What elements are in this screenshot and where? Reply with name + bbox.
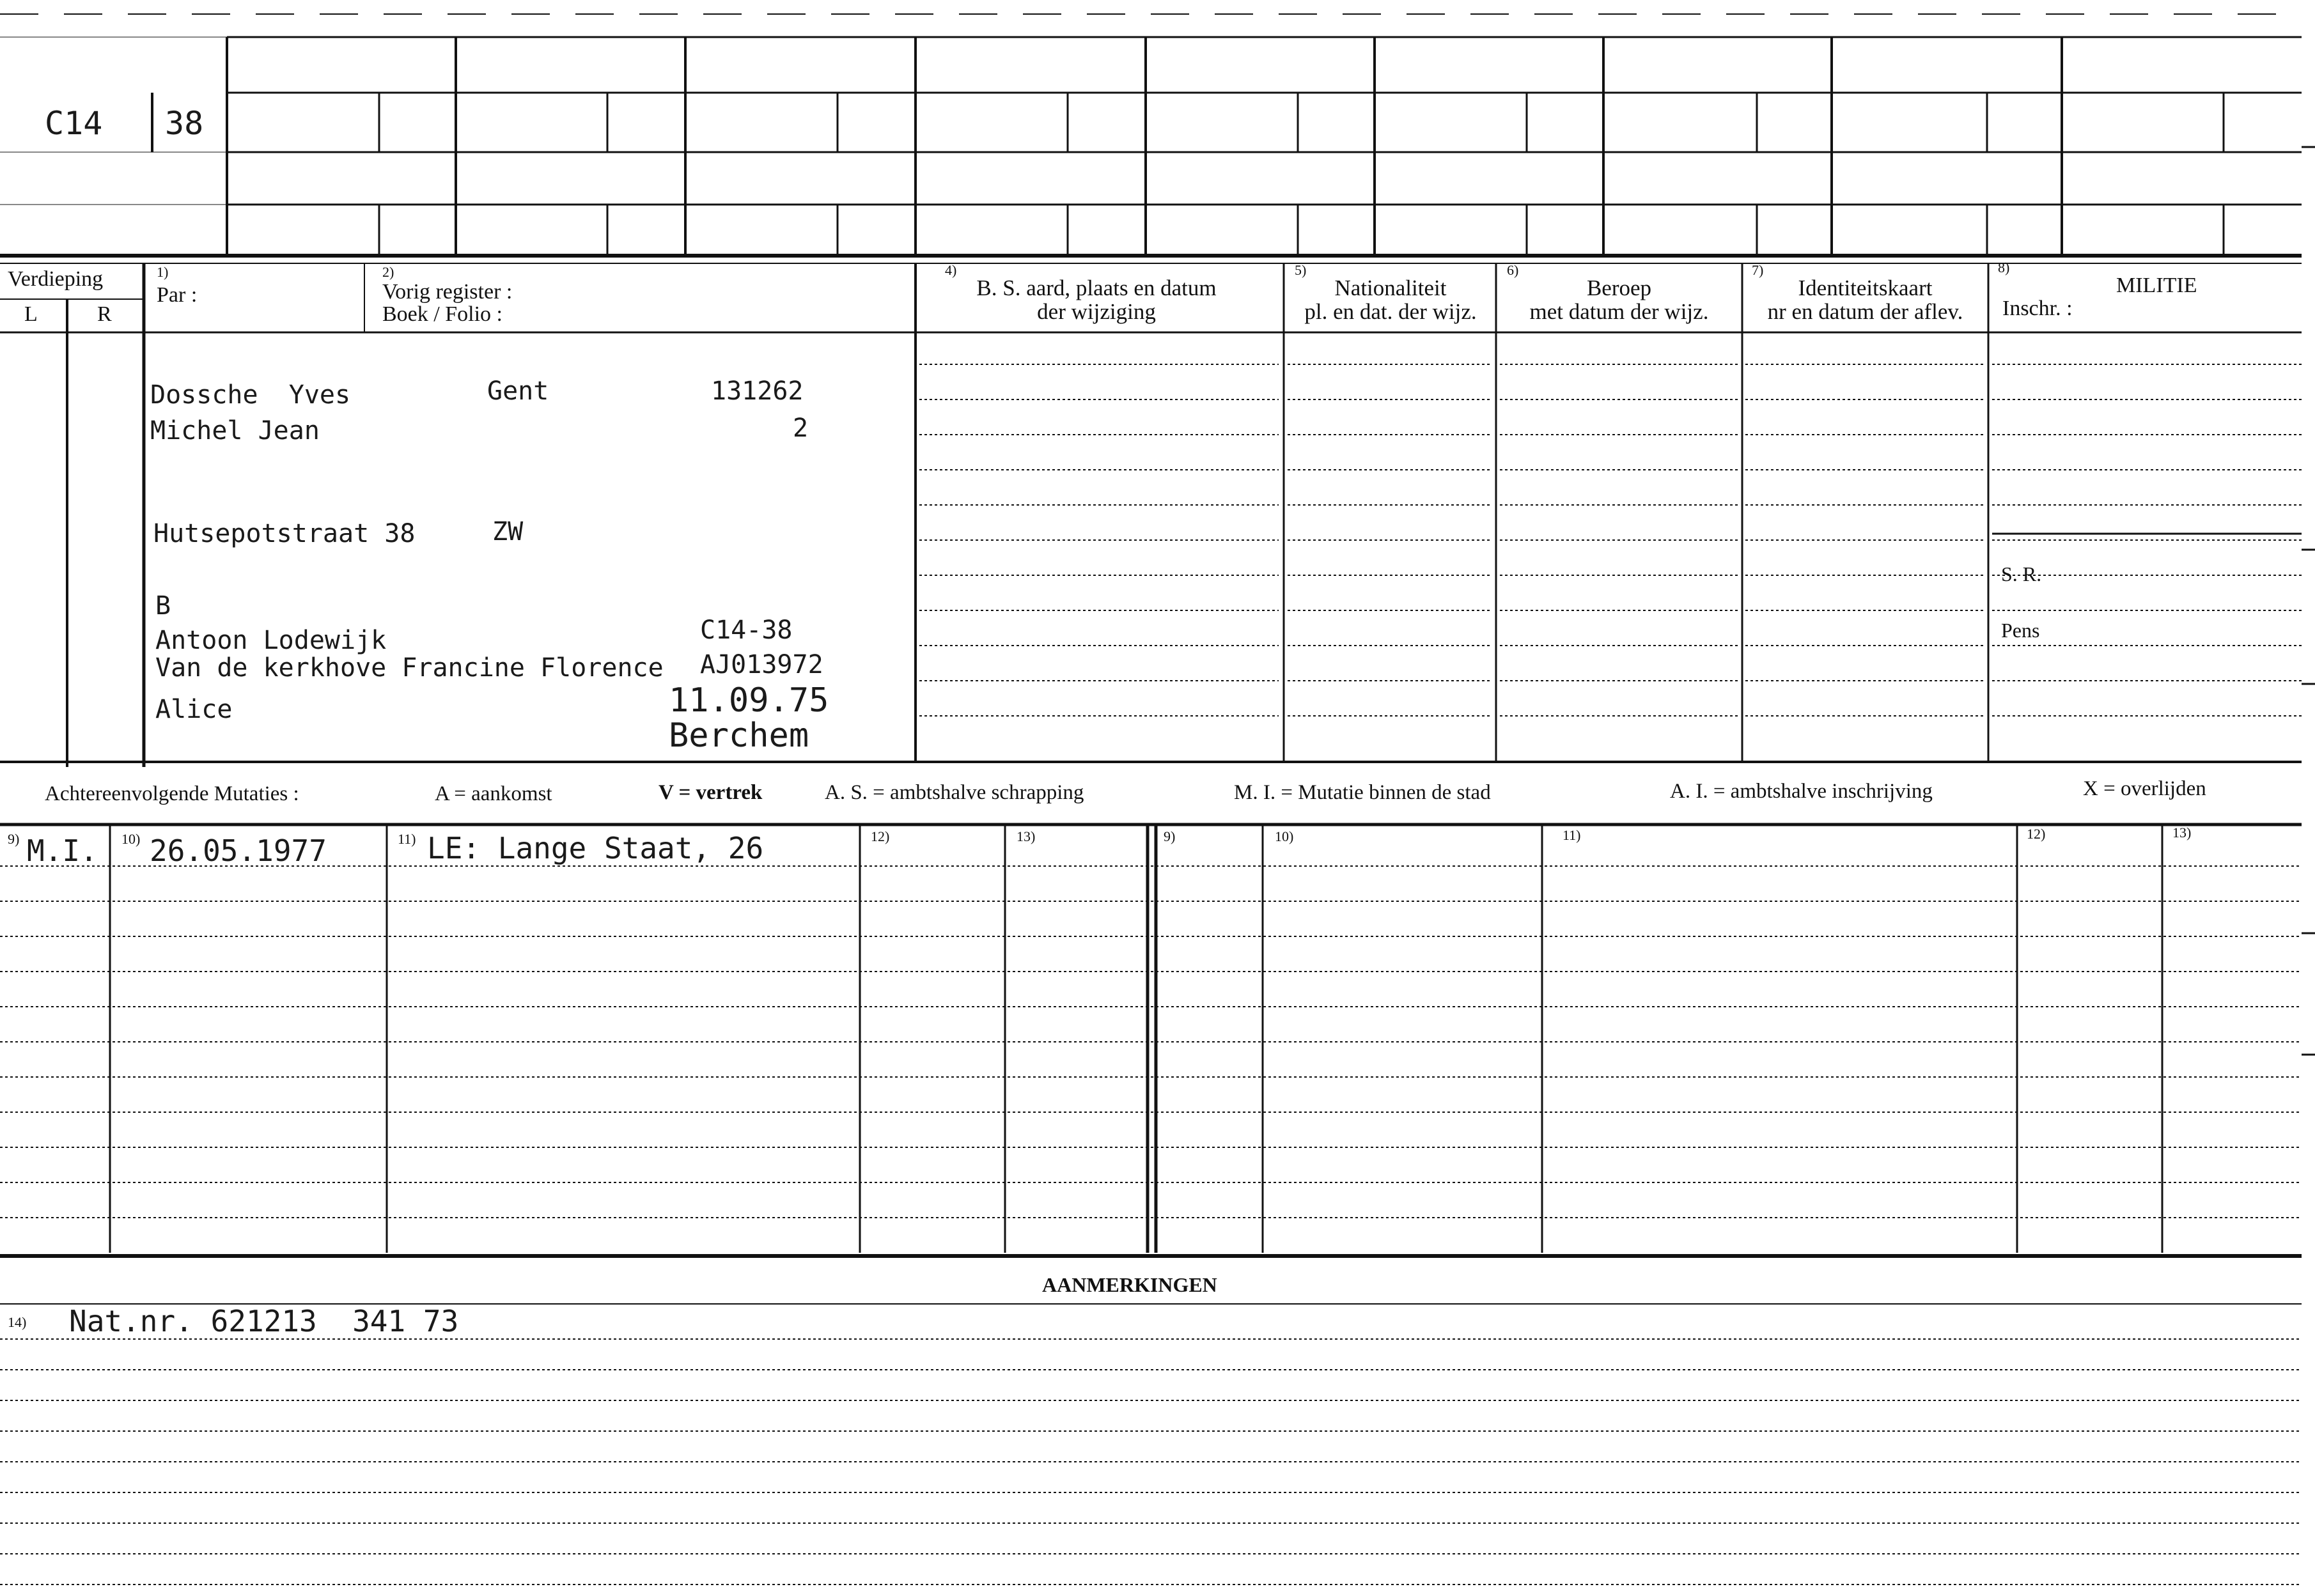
beroep-header-line2: met datum der wijz. bbox=[1529, 299, 1709, 324]
identiteitskaart-header-line1: Identiteitskaart bbox=[1798, 275, 1933, 300]
father-name: Antoon Lodewijk bbox=[155, 626, 387, 655]
nationaliteit-header-line2: pl. en dat. der wijz. bbox=[1304, 299, 1477, 324]
mutation-col-13b: 13) bbox=[2172, 825, 2192, 841]
civil-status-letter: B bbox=[155, 591, 171, 621]
remarks-text: Nat.nr. 621213 341 73 bbox=[69, 1304, 459, 1338]
boek-folio-label: Boek / Folio : bbox=[382, 302, 503, 326]
id-number: AJ013972 bbox=[700, 650, 823, 679]
issue-date: 11.09.75 bbox=[669, 681, 829, 720]
birthplace: Gent bbox=[487, 376, 549, 406]
right-label: R bbox=[97, 302, 112, 326]
par-label: Par : bbox=[157, 283, 198, 307]
bs-header-line2: der wijziging bbox=[1037, 299, 1156, 324]
sr-label: S. R. bbox=[2001, 562, 2042, 585]
mutation-col-13: 13) bbox=[1017, 828, 1036, 844]
field-number-1: 1) bbox=[157, 264, 169, 280]
remarks-number: 14) bbox=[8, 1314, 27, 1330]
inschr-label: Inschr. : bbox=[2002, 297, 2073, 320]
card-code: C14 bbox=[45, 105, 103, 142]
mutation-col-12: 12) bbox=[871, 828, 890, 844]
legend-title: Achtereenvolgende Mutaties : bbox=[45, 782, 299, 805]
legend-a: A = aankomst bbox=[435, 782, 552, 805]
birthdate: 131262 bbox=[711, 376, 804, 406]
pens-label: Pens bbox=[2001, 619, 2040, 642]
mutation-col-11b: 11) bbox=[1563, 827, 1581, 843]
issue-place: Berchem bbox=[669, 717, 809, 755]
field-number-5: 5) bbox=[1295, 262, 1307, 278]
legend-mi: M. I. = Mutatie binnen de stad bbox=[1234, 781, 1491, 804]
legend-v: V = vertrek bbox=[659, 781, 763, 804]
bs-header-line1: B. S. aard, plaats en datum bbox=[976, 275, 1217, 300]
mutation-col-10b: 10) bbox=[1275, 828, 1294, 844]
mutation-col-11: 11) bbox=[398, 831, 416, 847]
nationaliteit-header-line1: Nationaliteit bbox=[1334, 275, 1447, 300]
left-label: L bbox=[24, 302, 38, 326]
beroep-header-line1: Beroep bbox=[1586, 275, 1652, 300]
district: ZW bbox=[492, 517, 524, 546]
mutation-date: 26.05.1977 bbox=[150, 833, 327, 868]
card-number: 38 bbox=[165, 105, 204, 142]
mutation-col-9b: 9) bbox=[1164, 828, 1176, 844]
militie-header: MILITIE bbox=[2116, 274, 2197, 297]
identiteitskaart-header-line2: nr en datum der aflev. bbox=[1767, 299, 1963, 324]
field-number-6: 6) bbox=[1507, 262, 1519, 278]
mutation-col-9: 9) bbox=[8, 831, 20, 847]
remarks-title: AANMERKINGEN bbox=[1042, 1273, 1217, 1296]
field-number-4: 4) bbox=[945, 262, 957, 278]
legend-ai: A. I. = ambtshalve inschrijving bbox=[1670, 780, 1933, 803]
legend-as: A. S. = ambtshalve schrapping bbox=[825, 781, 1084, 804]
mutation-address: LE: Lange Staat, 26 bbox=[427, 831, 764, 865]
legend-x: X = overlijden bbox=[2083, 777, 2206, 800]
mother-name-cont: Alice bbox=[155, 695, 233, 724]
field-number-2: 2) bbox=[382, 264, 394, 280]
reference-code: C14-38 bbox=[700, 616, 793, 645]
mutation-col-12b: 12) bbox=[2027, 826, 2046, 842]
mutation-type: M.I. bbox=[27, 833, 98, 868]
verdieping-label: Verdieping bbox=[8, 267, 104, 291]
vorig-register-label: Vorig register : bbox=[382, 280, 513, 304]
mother-name: Van de kerkhove Francine Florence bbox=[155, 653, 664, 683]
second-name: Michel Jean bbox=[150, 416, 320, 445]
street-address: Hutsepotstraat 38 bbox=[153, 519, 416, 548]
field-number-8: 8) bbox=[1998, 260, 2010, 275]
mutation-col-10: 10) bbox=[121, 831, 141, 847]
field-number-7: 7) bbox=[1752, 262, 1764, 278]
person-name: Dossche Yves bbox=[150, 380, 351, 410]
handwritten-digit: 2 bbox=[793, 414, 809, 443]
